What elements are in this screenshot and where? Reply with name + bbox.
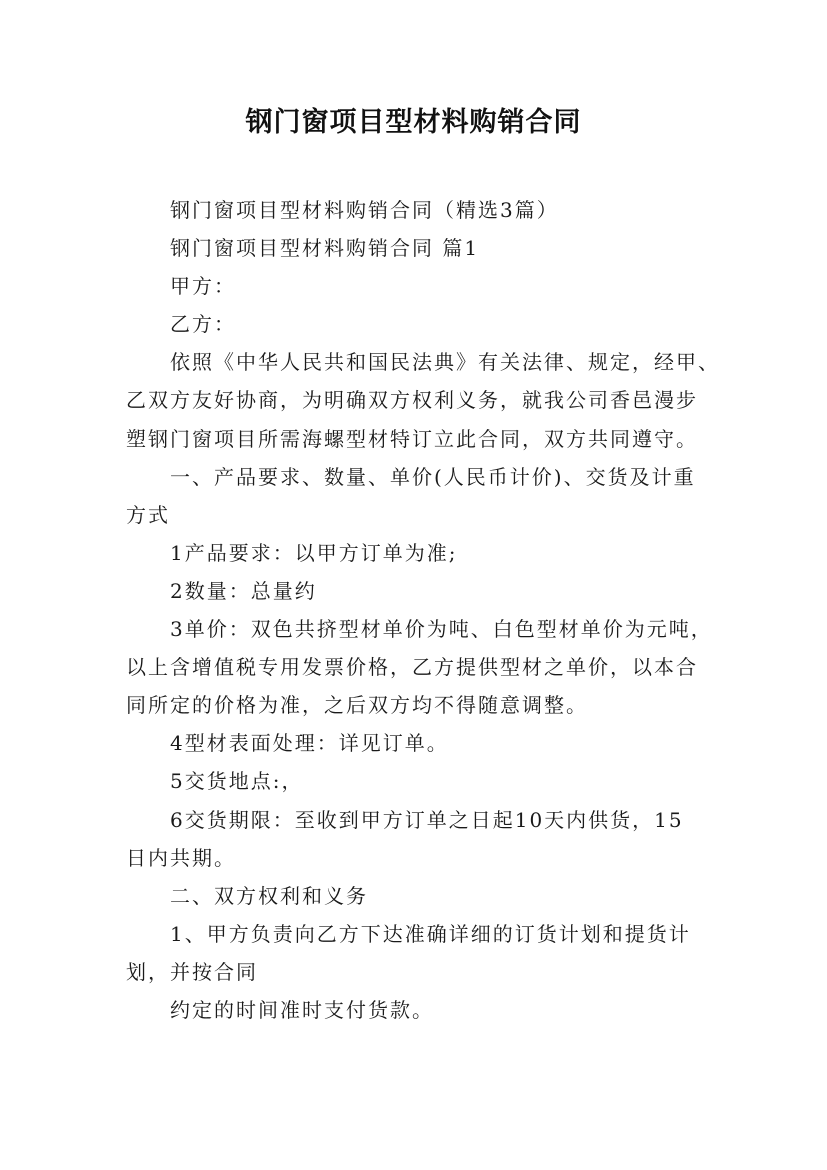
text-line: 3单价：双色共挤型材单价为吨、白色型材单价为元吨， <box>170 617 713 642</box>
text-line: 以上含增值税专用发票价格，乙方提供型材之单价，以本合 <box>126 655 698 680</box>
text-line: 1产品要求：以甲方订单为准; <box>170 540 458 565</box>
text-line: 依照《中华人民共和国民法典》有关法律、规定，经甲、 <box>170 350 720 375</box>
text-line: 钢门窗项目型材料购销合同 篇1 <box>170 236 480 261</box>
text-line: 5交货地点:， <box>170 769 304 794</box>
text-line: 乙方： <box>170 312 236 337</box>
text-line: 2数量：总量约 <box>170 578 317 603</box>
text-line: 6交货期限：至收到甲方订单之日起10天内供货，15 <box>170 807 684 832</box>
text-line: 同所定的价格为准，之后双方均不得随意调整。 <box>126 693 588 718</box>
text-line: 塑钢门窗项目所需海螺型材特订立此合同，双方共同遵守。 <box>126 426 698 451</box>
text-line: 一、产品要求、数量、单价(人民币计价)、交货及计重 <box>170 464 696 489</box>
text-line: 4型材表面处理：详见订单。 <box>170 731 449 756</box>
text-line: 1、甲方负责向乙方下达准确详细的订货计划和提货计 <box>170 921 691 946</box>
document-body <box>126 191 720 1029</box>
text-line: 甲方： <box>170 274 236 299</box>
text-line: 方式 <box>126 502 170 527</box>
document-title: 钢门窗项目型材料购销合同 <box>245 107 582 138</box>
text-line: 乙双方友好协商，为明确双方权利义务，就我公司香邑漫步 <box>126 388 698 413</box>
text-line: 约定的时间准时支付货款。 <box>170 997 434 1022</box>
text-line: 二、双方权利和义务 <box>170 883 368 908</box>
text-line: 钢门窗项目型材料购销合同（精选3篇） <box>170 198 559 222</box>
text-line: 划，并按合同 <box>126 959 258 984</box>
text-line: 日内共期。 <box>126 845 236 870</box>
